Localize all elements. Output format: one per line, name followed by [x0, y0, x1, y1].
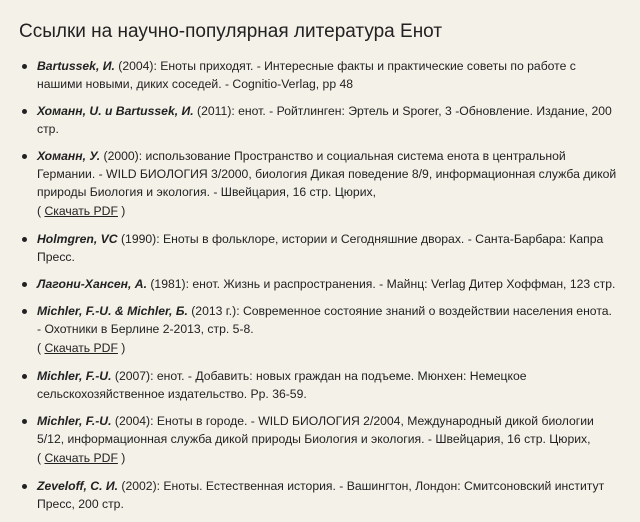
reference-item [0, 230, 617, 266]
download-pdf-link[interactable]: Скачать PDF [44, 341, 118, 355]
pdf-close-paren: ) [117, 204, 126, 218]
reference-text: (2007): енот. - Добавить: новых граждан на подъеме. Мюнхен: Немецкое сельскохозяйственное издательство. Pp. 36-59. [37, 369, 527, 401]
bullet-icon [22, 309, 27, 314]
bullet-icon [22, 374, 27, 379]
reference-text: (2004): Еноты приходят. - Интересные факты и практические советы по работе с нашими новыми, диких соседей. - Cognitio-Verlag, pp 48 [37, 59, 576, 91]
reference-item [0, 477, 617, 513]
reference-author: Michler, F.-U. & Michler, Б. [37, 304, 188, 318]
reference-item [0, 275, 617, 293]
pdf-open-paren: ( [37, 341, 45, 355]
reference-text: (1990): Еноты в фольклоре, истории и Сегодняшние дворах. - Санта-Барбара: Капра Пресс. [37, 232, 604, 264]
page-title: Ссылки на научно-популярная литература Енот [19, 21, 443, 42]
reference-author: Michler, F.-U. [37, 369, 112, 383]
bullet-icon [22, 64, 27, 69]
reference-item [0, 147, 617, 221]
download-pdf-link[interactable]: Скачать PDF [44, 204, 118, 218]
reference-text: (2004): Еноты в городе. - WILD БИОЛОГИЯ 2/2004, Международный дикой биологии 5/12, информационная служба дикой природы Биология и экология. - Швейцария, 16 стр. Цюрих, [37, 414, 594, 446]
pdf-link-wrapper [37, 201, 617, 221]
reference-text: (2000): использование Пространство и социальная система енота в центральной Германии. - WILD БИОЛОГИЯ 3/2000, биология Дикая поведение 8/9, информационная служба дикой природы Биология и экология. - Швейцария, 16 стр. Цюрих, [37, 149, 617, 199]
bullet-icon [22, 282, 27, 287]
reference-text: (2002): Еноты. Естественная история. - Вашингтон, Лондон: Смитсоновский институт Пресс, 200 стр. [37, 479, 605, 511]
bullet-icon [22, 109, 27, 114]
reference-text: (2011): енот. - Ройтлинген: Эртель и Sporer, 3 -Обновление. Издание, 200 стр. [37, 104, 612, 136]
pdf-open-paren: ( [37, 204, 45, 218]
reference-item [0, 102, 617, 138]
reference-author: Хоманн, У. [37, 149, 101, 163]
reference-text: (2013 г.): Современное состояние знаний о воздействии населения енота. - Охотники в Берлине 2-2013, стр. 5-8. [37, 304, 612, 336]
reference-author: Bartussek, И. [37, 59, 115, 73]
reference-item [0, 367, 617, 403]
reference-text: (1981): енот. Жизнь и распространения. - Майнц: Verlag Дитер Хоффман, 123 стр. [146, 277, 616, 291]
bullet-icon [22, 237, 27, 242]
reference-author: Zeveloff, С. И. [37, 479, 119, 493]
pdf-close-paren: ) [117, 451, 126, 465]
bullet-icon [22, 154, 27, 159]
download-pdf-link[interactable]: Скачать PDF [44, 451, 118, 465]
bullet-icon [22, 484, 27, 489]
reference-list [0, 57, 640, 522]
reference-author: Лагони-Хансен, А. [37, 277, 147, 291]
reference-item [0, 57, 617, 93]
pdf-link-wrapper [37, 338, 617, 358]
reference-author: Michler, F.-U. [37, 414, 112, 428]
bullet-icon [22, 419, 27, 424]
pdf-close-paren: ) [117, 341, 126, 355]
reference-item [0, 302, 617, 358]
reference-author: Holmgren, VC [37, 232, 118, 246]
pdf-link-wrapper [37, 448, 617, 468]
reference-item [0, 412, 617, 468]
reference-author: Хоманн, U. и Bartussek, И. [37, 104, 194, 118]
pdf-open-paren: ( [37, 451, 45, 465]
